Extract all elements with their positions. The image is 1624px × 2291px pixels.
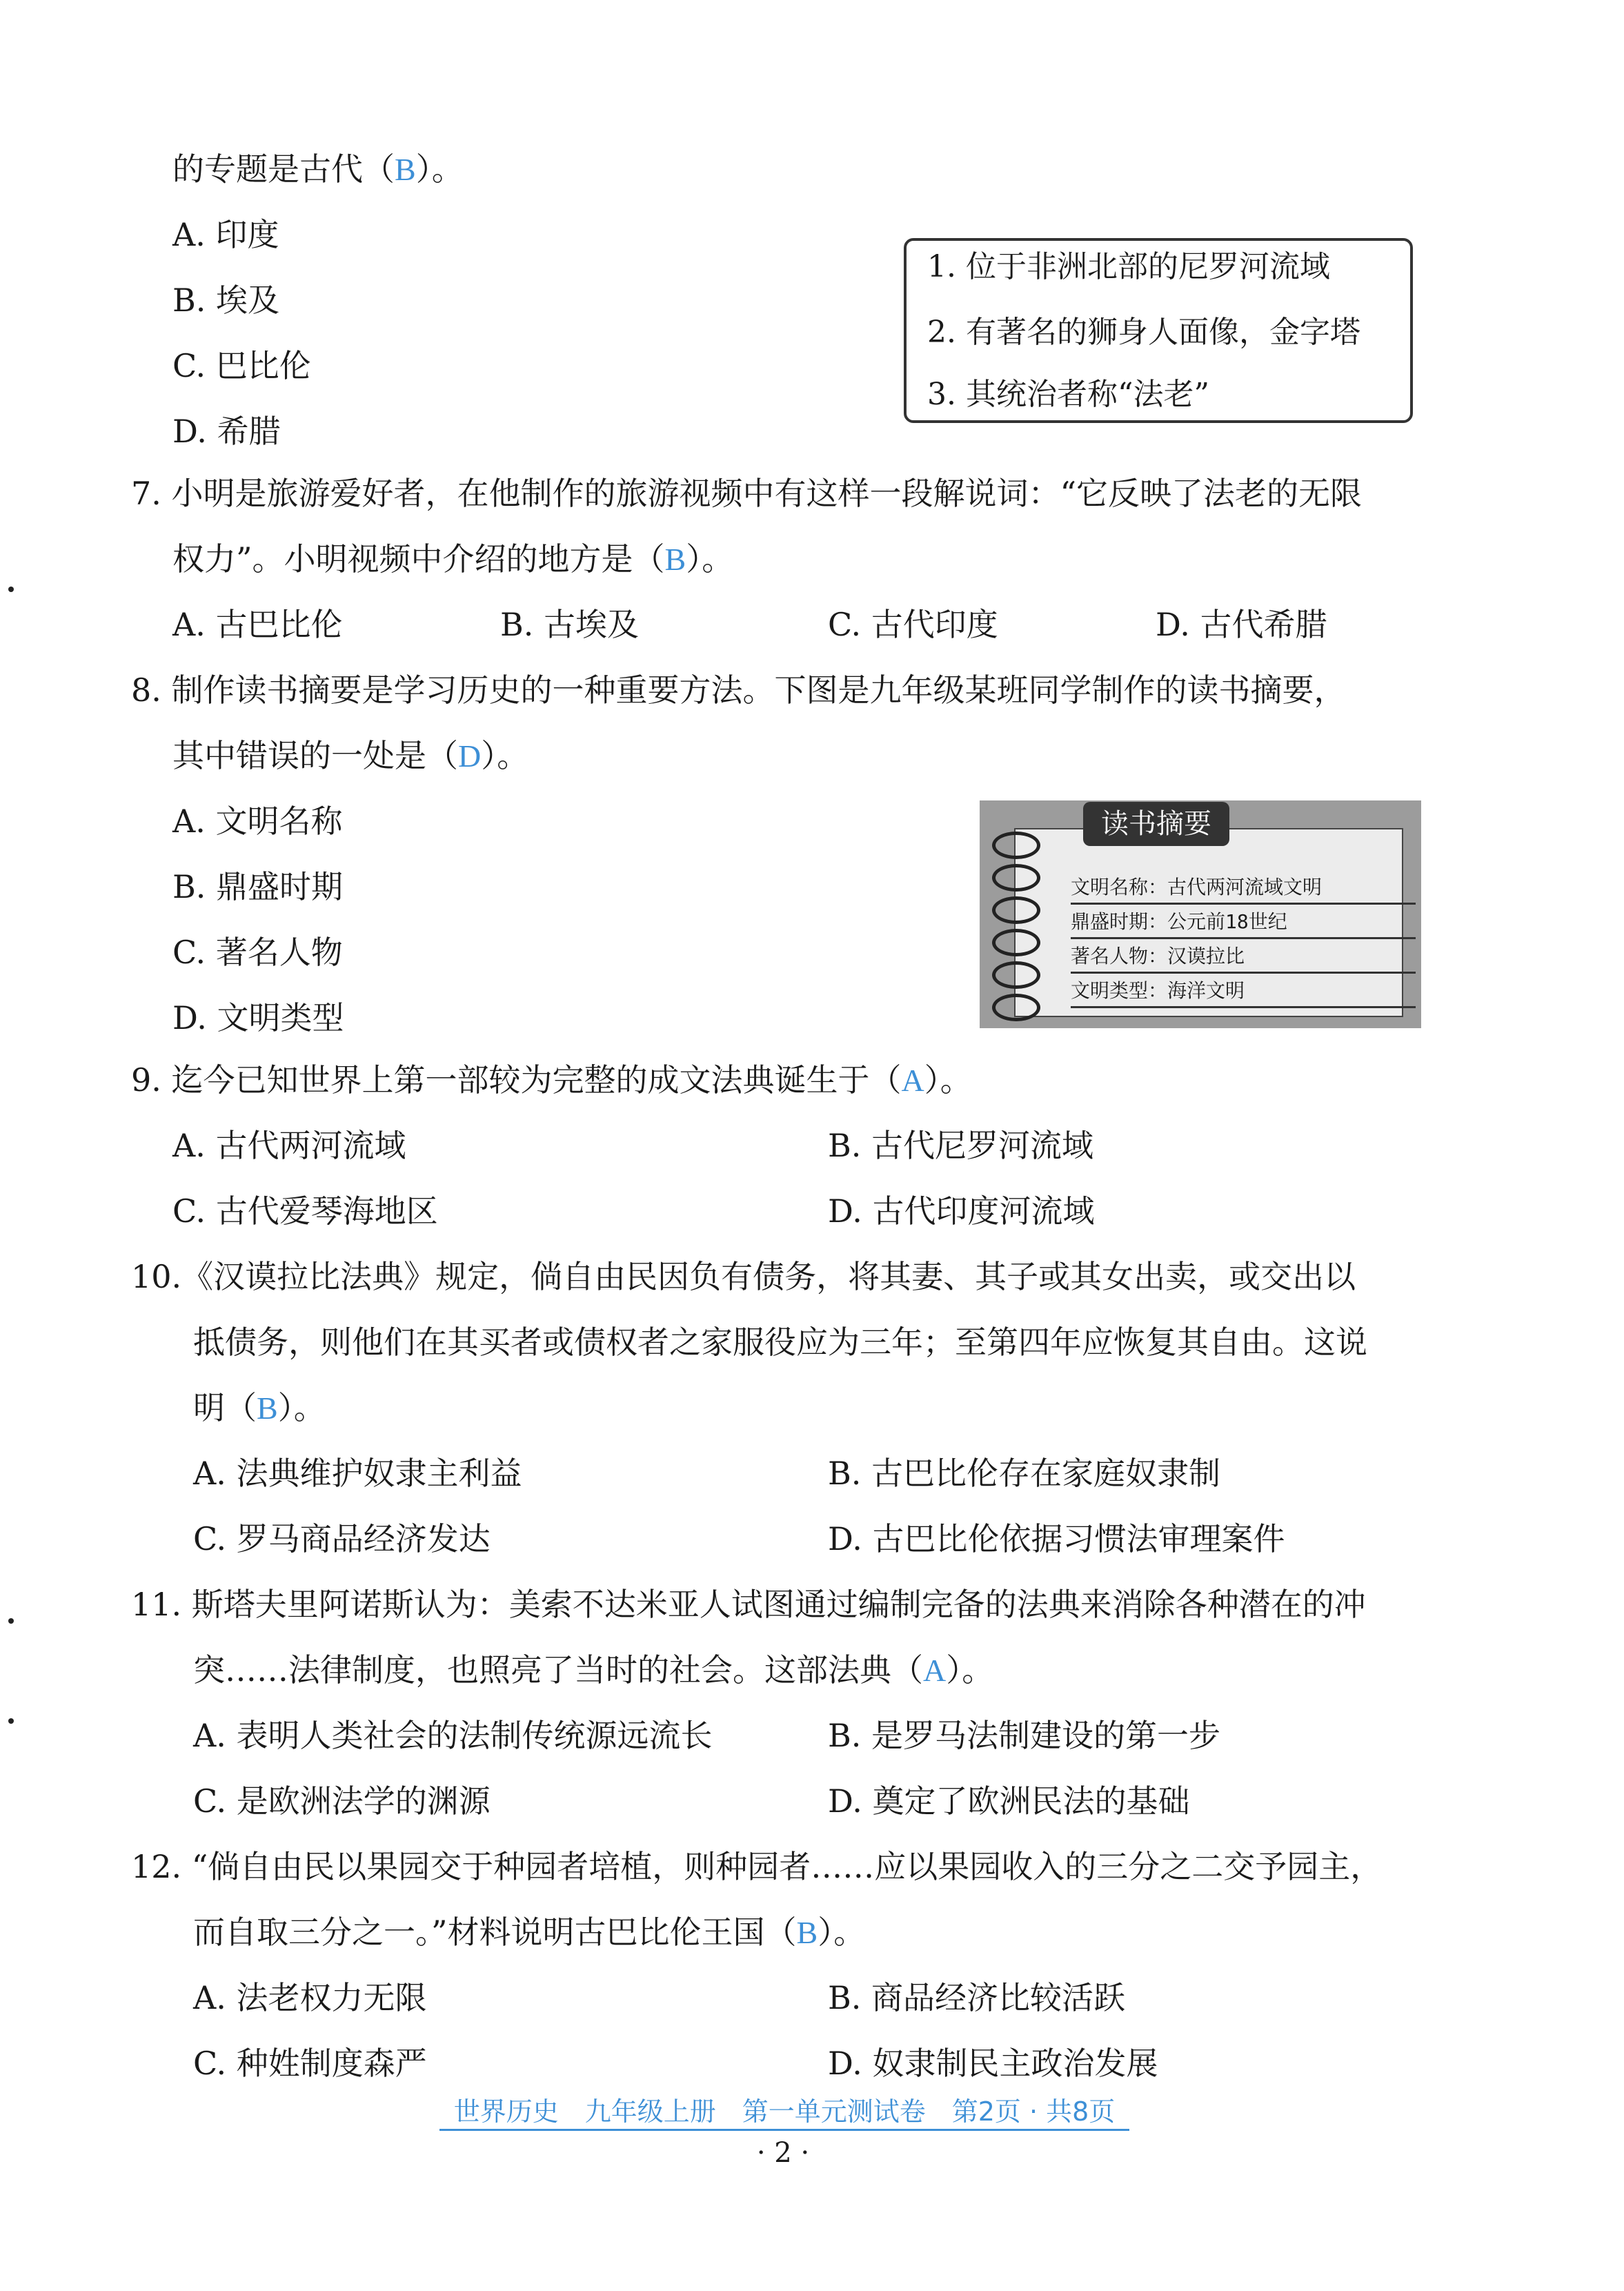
q11-stem-line2: 突……法律制度，也照亮了当时的社会。这部法典（A）。 <box>193 1651 994 1689</box>
q6-stem: 的专题是古代（B）。 <box>172 150 464 188</box>
q11-stem-line1: 11. 斯塔夫里阿诺斯认为：美索不达米亚人试图通过编制完备的法典来消除各种潜在的冲 <box>131 1586 1366 1623</box>
q6-clue-box <box>904 238 1413 423</box>
q7-option-d: D. 古代希腊 <box>1156 606 1327 643</box>
q7-stem-line2: 权力”。小明视频中介绍的地方是（B）。 <box>172 540 734 578</box>
q12-option-b: B. 商品经济比较活跃 <box>828 1979 1126 2016</box>
q10-option-a: A. 法典维护奴隶主利益 <box>193 1455 522 1492</box>
q6-answer: B <box>395 152 416 187</box>
q8-option-c: C. 著名人物 <box>172 934 343 971</box>
q7-option-c: C. 古代印度 <box>828 606 998 643</box>
q10-stem-line1: 10.《汉谟拉比法典》规定，倘自由民因负有债务，将其妻、其子或其女出卖，或交出以 <box>131 1258 1356 1295</box>
spiral-ring-icon <box>992 832 1040 859</box>
q7-stem-line1: 7. 小明是旅游爱好者，在他制作的旅游视频中有这样一段解说词：“它反映了法老的无限 <box>131 475 1363 512</box>
spiral-ring-icon <box>992 961 1040 989</box>
notes-row: 文明类型：海洋文明 <box>1071 976 1416 1008</box>
q11-option-b: B. 是罗马法制建设的第一步 <box>828 1717 1221 1754</box>
q8-option-a: A. 文明名称 <box>172 803 343 840</box>
spiral-ring-icon <box>992 896 1040 924</box>
q10-stem-line2: 抵债务，则他们在其买者或债权者之家服役应为三年；至第四年应恢复其自由。这说 <box>193 1324 1367 1361</box>
page-number: · 2 · <box>756 2137 810 2169</box>
q12-answer: B <box>796 1915 818 1950</box>
spiral-ring-icon <box>992 929 1040 956</box>
q9-option-b: B. 古代尼罗河流域 <box>828 1127 1094 1164</box>
clue-line: 1. 位于非洲北部的尼罗河流域 <box>927 249 1330 284</box>
q6-option-d: D. 希腊 <box>172 413 281 450</box>
notes-paper <box>1014 828 1403 1017</box>
page-footer: 世界历史 九年级上册 第一单元测试卷 第2页 · 共8页 <box>439 2094 1129 2131</box>
spiral-ring-icon <box>992 994 1040 1021</box>
q10-answer: B <box>257 1390 278 1426</box>
q12-stem-line1: 12. “倘自由民以果园交于种园者培植，则种园者……应以果园收入的三分之二交予园主， <box>131 1848 1383 1885</box>
q9-answer: A <box>901 1063 924 1098</box>
q6-option-b: B. 埃及 <box>172 282 280 319</box>
q10-stem-line3: 明（B）。 <box>193 1389 326 1426</box>
q11-option-c: C. 是欧洲法学的渊源 <box>193 1782 491 1820</box>
reading-notes-figure <box>980 800 1421 1028</box>
spiral-ring-icon <box>992 864 1040 892</box>
q9-option-d: D. 古代印度河流域 <box>828 1192 1095 1230</box>
notes-row: 文明名称：古代两河流域文明 <box>1071 872 1416 905</box>
notes-row: 著名人物：汉谟拉比 <box>1071 941 1416 974</box>
q12-option-a: A. 法老权力无限 <box>193 1979 427 2016</box>
q11-option-a: A. 表明人类社会的法制传统源远流长 <box>193 1717 713 1754</box>
q11-answer: A <box>923 1653 947 1688</box>
notes-title: 读书摘要 <box>1083 802 1229 846</box>
q12-option-c: C. 种姓制度森严 <box>193 2045 427 2082</box>
q8-stem-line1: 8. 制作读书摘要是学习历史的一种重要方法。下图是九年级某班同学制作的读书摘要， <box>131 671 1346 709</box>
q10-option-c: C. 罗马商品经济发达 <box>193 1520 491 1557</box>
margin-mark <box>8 587 14 592</box>
notes-row: 鼎盛时期：公元前18世纪 <box>1071 907 1416 939</box>
q8-stem-line2: 其中错误的一处是（D）。 <box>172 737 529 774</box>
q6-option-a: A. 印度 <box>172 216 279 253</box>
q12-stem-line2: 而自取三分之一。”材料说明古巴比伦王国（B）。 <box>193 1914 866 1951</box>
q11-option-d: D. 奠定了欧洲民法的基础 <box>828 1782 1190 1820</box>
q8-answer: D <box>458 738 482 774</box>
q7-answer: B <box>664 542 686 577</box>
q12-option-d: D. 奴隶制民主政治发展 <box>828 2045 1158 2082</box>
q9-stem: 9. 迄今已知世界上第一部较为完整的成文法典诞生于（A）。 <box>131 1061 972 1099</box>
clue-line: 3. 其统治者称“法老” <box>927 377 1209 412</box>
margin-mark <box>8 1618 14 1624</box>
q8-option-b: B. 鼎盛时期 <box>172 868 344 905</box>
q6-option-c: C. 巴比伦 <box>172 347 311 384</box>
q10-option-b: B. 古巴比伦存在家庭奴隶制 <box>828 1455 1221 1492</box>
clue-line: 2. 有著名的狮身人面像，金字塔 <box>927 315 1360 350</box>
q10-option-d: D. 古巴比伦依据习惯法审理案件 <box>828 1520 1285 1557</box>
q7-option-a: A. 古巴比伦 <box>172 606 343 643</box>
q7-option-b: B. 古埃及 <box>500 606 640 643</box>
q8-option-d: D. 文明类型 <box>172 999 344 1036</box>
q9-option-a: A. 古代两河流域 <box>172 1127 406 1164</box>
margin-mark <box>8 1718 14 1724</box>
q9-option-c: C. 古代爱琴海地区 <box>172 1192 438 1230</box>
